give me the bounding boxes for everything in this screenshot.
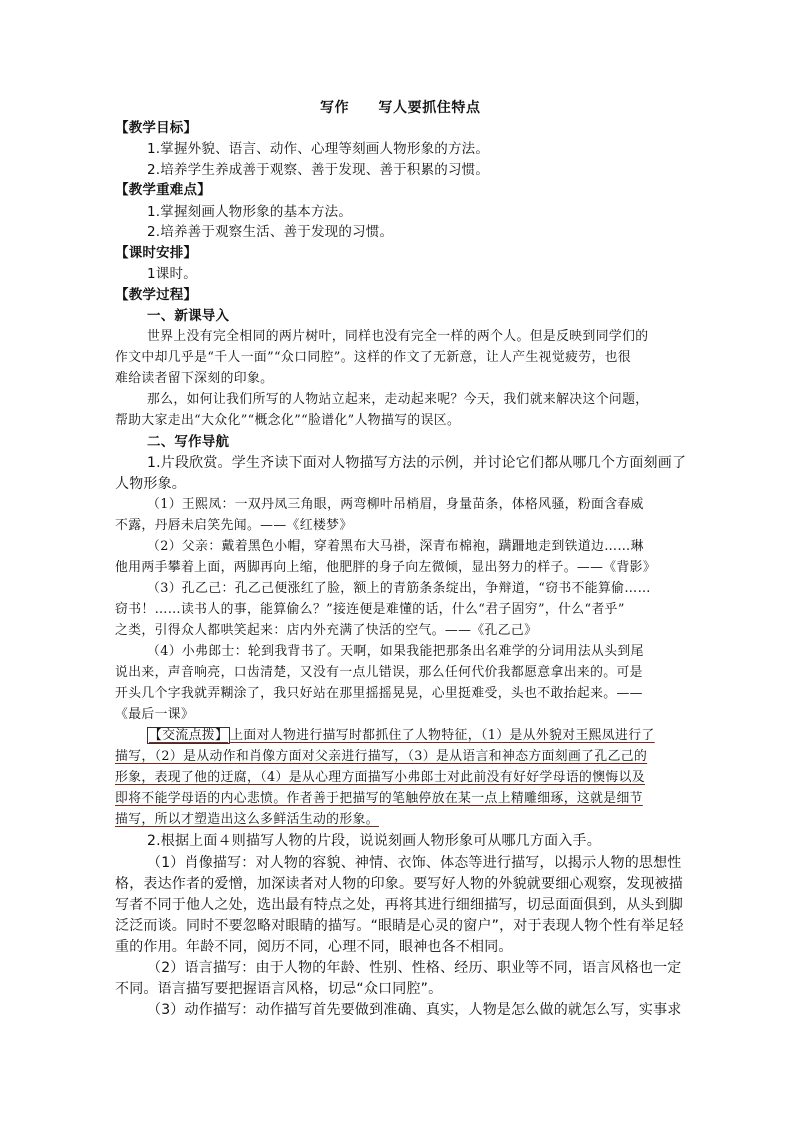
example-kongyiji-line: 之类，引得众人都哄笑起来：店内外充满了快活的空气。——《孔乙己》	[115, 623, 538, 638]
method-portrait-line: （1）肖像描写：对人物的容貌、神情、衣饰、体态等进行描写，以揭示人物的思想性	[147, 855, 682, 871]
example-wangxifeng-line: 不露，丹唇未启笑先闻。——《红楼梦》	[115, 518, 353, 533]
part-heading-intro: 一、新课导入	[147, 308, 230, 324]
example-franz-line: 开头几个字我就弄糊涂了，我只好站在那里摇摇晃晃，心里挺难受，头也不敢抬起来。——	[115, 686, 643, 701]
intro-line: 那么，如何让我们所写的人物站立起来，走动起来呢？今天，我们就来解决这个问题，	[147, 392, 649, 407]
key-point-item: 1.掌握刻画人物形象的基本方法。	[147, 204, 353, 220]
method-action-line: （3）动作描写：动作描写首先要做到准确、真实，人物是怎么做的就怎么写，实事求	[147, 1002, 682, 1018]
intro-line: 世界上没有完全相同的两片树叶，同样也没有完全一样的两个人。但是反映到同学们的	[147, 329, 649, 344]
exchange-tag: 【交流点拨】	[149, 728, 229, 743]
exchange-line: 形象，表现了他的迂腐，（4）是从心理方面描写小弗郎士对此前没有好好学母语的懊悔以及	[115, 770, 646, 785]
exchange-line: 描写，（2）是从动作和肖像方面对父亲进行描写，（3）是从语言和神态方面刻画了孔乙己的	[115, 749, 648, 764]
method-portrait-line: 格，表达作者的爱憎，加深读者对人物的印象。要写好人物的外貌就要细心观察，发现被描	[115, 876, 683, 892]
exchange-line: 即将不能学母语的内心悲愤。作者善于把描写的笔触停放在某一点上精雕细琢，这就是细节	[115, 791, 643, 806]
example-franz-line: （4）小弗郎士：轮到我背书了。天啊，如果我能把那条出名难学的分词用法从头到尾	[147, 644, 644, 659]
exchange-text: 上面对人物进行描写时都抓住了人物特征，（1）是从外貌对王熙凤进行了	[230, 728, 655, 743]
exchange-line	[147, 727, 655, 745]
intro-line: 难给读者留下深刻的印象。	[115, 371, 274, 386]
schedule-text: 1课时。	[147, 266, 197, 282]
example-father-line: 他用两手攀着上面，两脚再向上缩，他肥胖的身子向左微倾，显出努力的样子。——《背影》	[115, 560, 657, 575]
section-heading-key-points: 【教学重难点】	[115, 182, 211, 198]
example-father-line: （2）父亲：戴着黑色小帽，穿着黑布大马褂，深青布棉袍，蹒跚地走到铁道边……琳	[147, 539, 644, 554]
example-wangxifeng-line: （1）王熙凤：一双丹凤三角眼，两弯柳叶吊梢眉，身量苗条，体格风骚，粉面含春威	[147, 497, 644, 512]
method-language-line: （2）语言描写：由于人物的年龄、性别、性格、经历、职业等不同，语言风格也一定	[147, 960, 682, 976]
part-heading-guide: 二、写作导航	[147, 434, 230, 450]
example-kongyiji-line: （3）孔乙己：孔乙己便涨红了脸，额上的青筋条条绽出，争辩道，“窃书不能算偷……	[147, 581, 651, 596]
task2-line: 2.根据上面４则描写人物的片段，说说刻画人物形象可从哪几方面入手。	[147, 833, 601, 849]
goal-item: 1.掌握外貌、语言、动作、心理等刻画人物形象的方法。	[147, 141, 490, 157]
exchange-line: 描写，所以才塑造出这么多鲜活生动的形象。	[115, 812, 379, 827]
section-heading-process: 【教学过程】	[115, 287, 198, 303]
example-franz-line: 说出来，声音响亮，口齿清楚，又没有一点儿错误，那么任何代价我都愿意拿出来的。可是	[115, 665, 643, 680]
page-title: 写作 写人要抓住特点	[320, 100, 481, 116]
intro-line: 帮助大家走出“大众化”“概念化”“脸谱化”人物描写的误区。	[115, 413, 461, 428]
task1-line: 人物形象。	[115, 476, 186, 492]
intro-line: 作文中却几乎是“千人一面”“众口同腔”。这样的作文了无新意，让人产生视觉疲劳，也很	[115, 350, 632, 365]
method-portrait-line: 重的作用。年龄不同，阅历不同，心理不同，眼神也各不相同。	[115, 939, 513, 955]
goal-item: 2.培养学生养成善于观察、善于发现、善于积累的习惯。	[147, 162, 490, 178]
example-kongyiji-line: 窃书！……读书人的事，能算偷么？”接连便是难懂的话，什么“君子固穷”，什么“者乎”	[115, 602, 625, 617]
key-point-item: 2.培养善于观察生活、善于发现的习惯。	[147, 224, 394, 240]
section-heading-goals: 【教学目标】	[115, 120, 198, 136]
method-portrait-line: 写者不同于他人之处，选出最有特点之处，再将其进行细细描写，切忌面面俱到，从头到脚	[115, 897, 683, 913]
method-portrait-line: 泛泛而谈。同时不要忽略对眼睛的描写。“眼睛是心灵的窗户”，对于表现人物个性有举足轻	[115, 918, 684, 934]
method-language-line: 不同。语言描写要把握语言风格，切忌“众口同腔”。	[115, 981, 443, 997]
section-heading-schedule: 【课时安排】	[115, 245, 198, 261]
example-franz-line: 《最后一课》	[115, 707, 195, 722]
task1-line: 1.片段欣赏。学生齐读下面对人物描写方法的示例，并讨论它们都从哪几个方面刻画了	[147, 455, 687, 471]
